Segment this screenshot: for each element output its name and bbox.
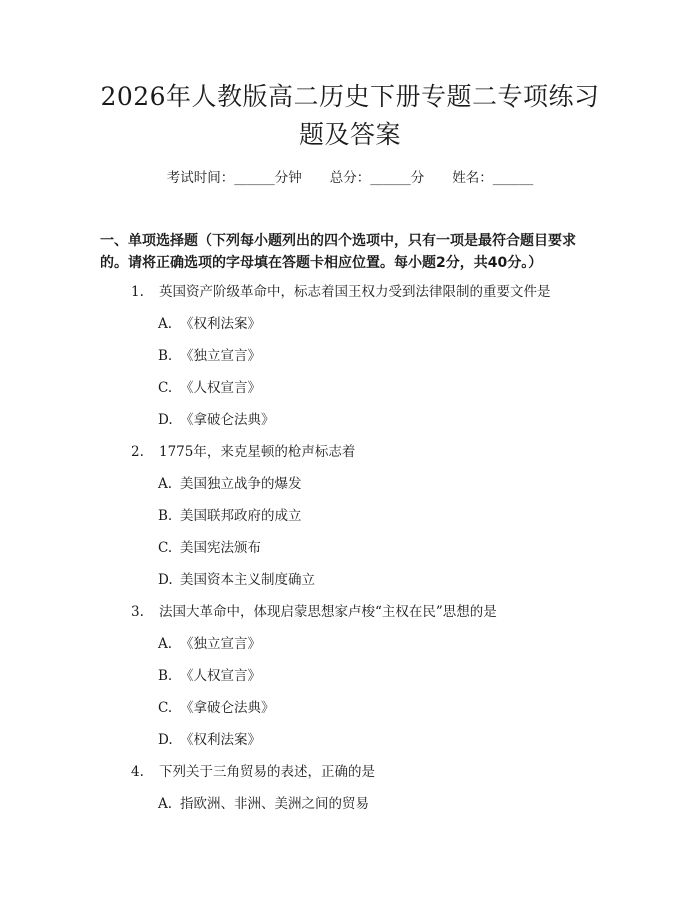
question-2-option-a bbox=[158, 474, 302, 494]
question-text: 法国大革命中，体现启蒙思想家卢梭“主权在民”思想的是 bbox=[159, 604, 497, 620]
question-text: 英国资产阶级革命中，标志着国王权力受到法律限制的重要文件是 bbox=[159, 284, 551, 300]
question-number: 4. bbox=[131, 764, 144, 780]
question-3-option-d bbox=[158, 730, 261, 750]
exam-time: 考试时间：______分钟 bbox=[166, 170, 302, 186]
question-text: 下列关于三角贸易的表述，正确的是 bbox=[159, 764, 375, 780]
student-name: 姓名：______ bbox=[452, 170, 534, 186]
option-letter: B. bbox=[158, 508, 173, 524]
option-text: 《权利法案》 bbox=[180, 732, 261, 748]
question-3-option-c bbox=[158, 698, 275, 718]
exam-meta bbox=[0, 168, 700, 188]
question-4 bbox=[131, 762, 375, 782]
option-text: 美国独立战争的爆发 bbox=[180, 476, 302, 492]
question-3-option-b bbox=[158, 666, 261, 686]
question-number: 1. bbox=[131, 284, 144, 300]
total-score: 总分：______分 bbox=[329, 170, 425, 186]
question-1-option-d bbox=[158, 410, 275, 430]
question-text: 1775年，来克星顿的枪声标志着 bbox=[159, 444, 356, 460]
question-number: 3. bbox=[131, 604, 144, 620]
question-2-option-c bbox=[158, 538, 261, 558]
option-text: 指欧洲、非洲、美洲之间的贸易 bbox=[180, 796, 369, 812]
section-heading: 一、单项选择题（下列每小题列出的四个选项中，只有一项是最符合题目要求的。请将正确选项的字母填在答题卡相应位置。每小题2分，共40分。） bbox=[100, 233, 576, 271]
option-text: 《权利法案》 bbox=[180, 316, 261, 332]
option-text: 《独立宣言》 bbox=[180, 348, 261, 364]
title-line-2: 题及答案 bbox=[298, 120, 401, 149]
option-letter: A. bbox=[158, 636, 173, 652]
question-number: 2. bbox=[131, 444, 144, 460]
option-text: 美国资本主义制度确立 bbox=[180, 572, 315, 588]
title-line-1: 2026年人教版高二历史下册专题二专项练习 bbox=[100, 82, 600, 111]
question-1-option-c bbox=[158, 378, 261, 398]
option-text: 《拿破仑法典》 bbox=[180, 700, 275, 716]
question-1-option-a bbox=[158, 314, 261, 334]
option-letter: B. bbox=[158, 668, 173, 684]
option-letter: A. bbox=[158, 316, 173, 332]
option-letter: A. bbox=[158, 476, 173, 492]
question-3 bbox=[131, 602, 497, 622]
option-letter: D. bbox=[158, 572, 173, 588]
question-2 bbox=[131, 442, 355, 462]
option-text: 《人权宣言》 bbox=[180, 380, 261, 396]
question-1 bbox=[131, 282, 551, 302]
question-2-option-d bbox=[158, 570, 315, 590]
option-letter: B. bbox=[158, 348, 173, 364]
option-letter: C. bbox=[158, 380, 173, 396]
option-text: 美国联邦政府的成立 bbox=[180, 508, 302, 524]
option-letter: C. bbox=[158, 540, 173, 556]
option-letter: A. bbox=[158, 796, 173, 812]
option-letter: D. bbox=[158, 732, 173, 748]
option-text: 《人权宣言》 bbox=[180, 668, 261, 684]
question-1-option-b bbox=[158, 346, 261, 366]
option-text: 《独立宣言》 bbox=[180, 636, 261, 652]
option-letter: D. bbox=[158, 412, 173, 428]
option-text: 《拿破仑法典》 bbox=[180, 412, 275, 428]
option-letter: C. bbox=[158, 700, 173, 716]
question-4-option-a bbox=[158, 794, 369, 814]
document-title bbox=[60, 78, 640, 154]
question-3-option-a bbox=[158, 634, 261, 654]
question-2-option-b bbox=[158, 506, 302, 526]
option-text: 美国宪法颁布 bbox=[180, 540, 261, 556]
